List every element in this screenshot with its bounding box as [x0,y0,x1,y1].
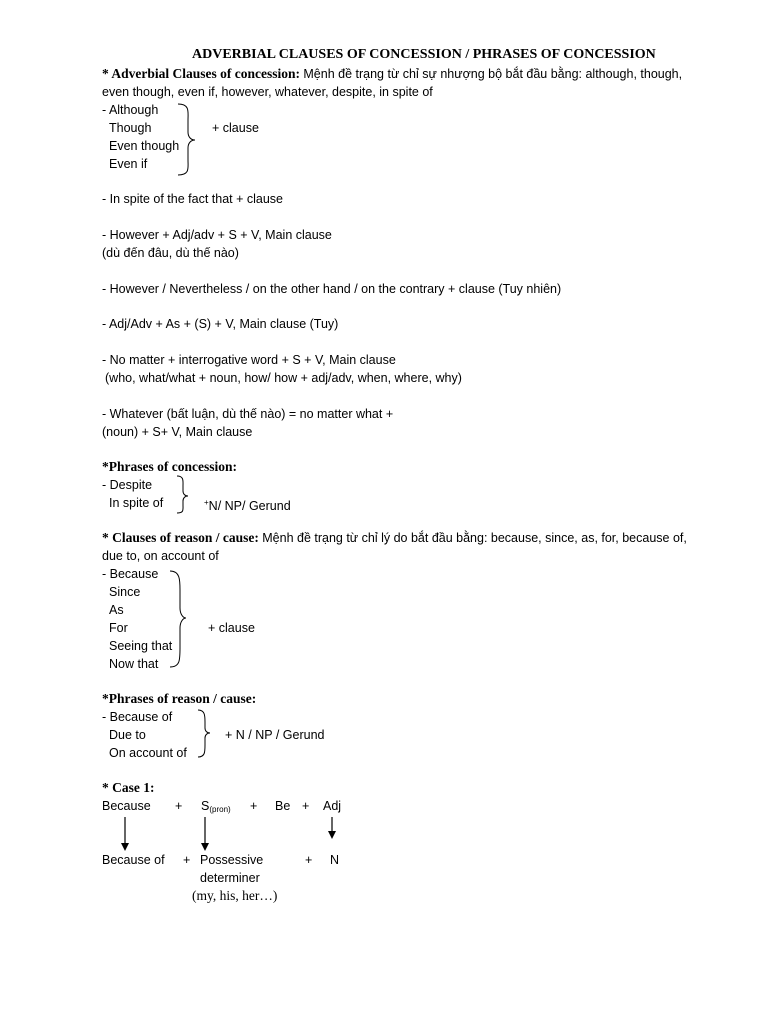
case-examples: (my, his, her…) [192,888,278,903]
case-possessive: Possessive [200,853,264,867]
section-heading: *Phrases of reason / cause: [102,691,257,706]
group-result: + clause [208,621,255,635]
case-adj: Adj [323,799,342,813]
rule-text: (dù đến đâu, dù thế nào) [102,246,239,260]
group-item: Since [109,585,141,599]
group-item: Now that [109,657,159,671]
rule-text: - No matter + interrogative word + S + V, Main clause [102,353,396,367]
group-item: Even if [109,157,148,171]
group-item: As [109,603,124,617]
case-because: Because [102,799,151,813]
plus-sign: + [175,799,183,813]
plus-sign: + [250,799,258,813]
group-item: - Because of [102,710,173,724]
group-item: - Although [102,103,159,117]
subject-pron: (pron) [209,805,231,814]
case-noun: N [330,853,340,867]
group-item: Seeing that [109,639,173,653]
rule-text: - Adj/Adv + As + (S) + V, Main clause (Tuy) [102,317,339,331]
rule-text: - In spite of the fact that + clause [102,192,284,206]
group-item: Even though [109,139,180,153]
group-item: In spite of [109,496,164,510]
rule-text: - Whatever (bất luận, dù thế nào) = no matter what + [102,407,394,421]
rule-text: (noun) + S+ V, Main clause [102,425,253,439]
group-item: For [109,621,128,635]
page-title: ADVERBIAL CLAUSES OF CONCESSION / PHRASES OF CONCESSION [192,47,656,62]
group-item: Due to [109,728,146,742]
case-be: Be [275,799,291,813]
group-result: + clause [212,121,259,135]
reason-intro-cont: due to, on account of [102,549,219,563]
result-text: N/ NP/ Gerund [208,499,291,514]
group-item: On account of [109,746,187,760]
plus-sign: + [302,799,310,813]
group-result: + N / NP / Gerund [225,728,325,742]
section-heading: *Phrases of concession: [102,459,237,474]
section-heading: * Case 1: [102,780,155,795]
rule-text: (who, what/what + noun, how/ how + adj/adv, when, where, why) [105,371,462,385]
reason-intro: Mệnh đề trạng từ chỉ lý do bắt đầu bằng: because, since, as, for, because of, [262,531,687,545]
rule-text: - However + Adj/adv + S + V, Main clause [102,228,332,242]
plus-sign: + [305,853,313,867]
plus-sign: + [183,853,191,867]
case-because-of: Because of [102,853,165,867]
group-item: - Because [102,567,159,581]
group-item: Though [109,121,152,135]
rule-text: - However / Nevertheless / on the other hand / on the contrary + clause (Tuy nhiên) [102,282,562,296]
plus-sign: + [204,498,209,507]
reason-heading: * Clauses of reason / cause: [102,530,259,545]
concession-heading: * Adverbial Clauses of concession: [102,66,301,81]
case-determiner: determiner [200,871,260,885]
group-item: - Despite [102,478,153,492]
concession-intro: Mệnh đề trạng từ chỉ sự nhượng bộ bắt đầu bằng: although, though, [303,67,683,81]
concession-intro-cont: even though, even if, however, whatever, despite, in spite of [102,85,433,99]
subject-letter: S [201,799,210,813]
